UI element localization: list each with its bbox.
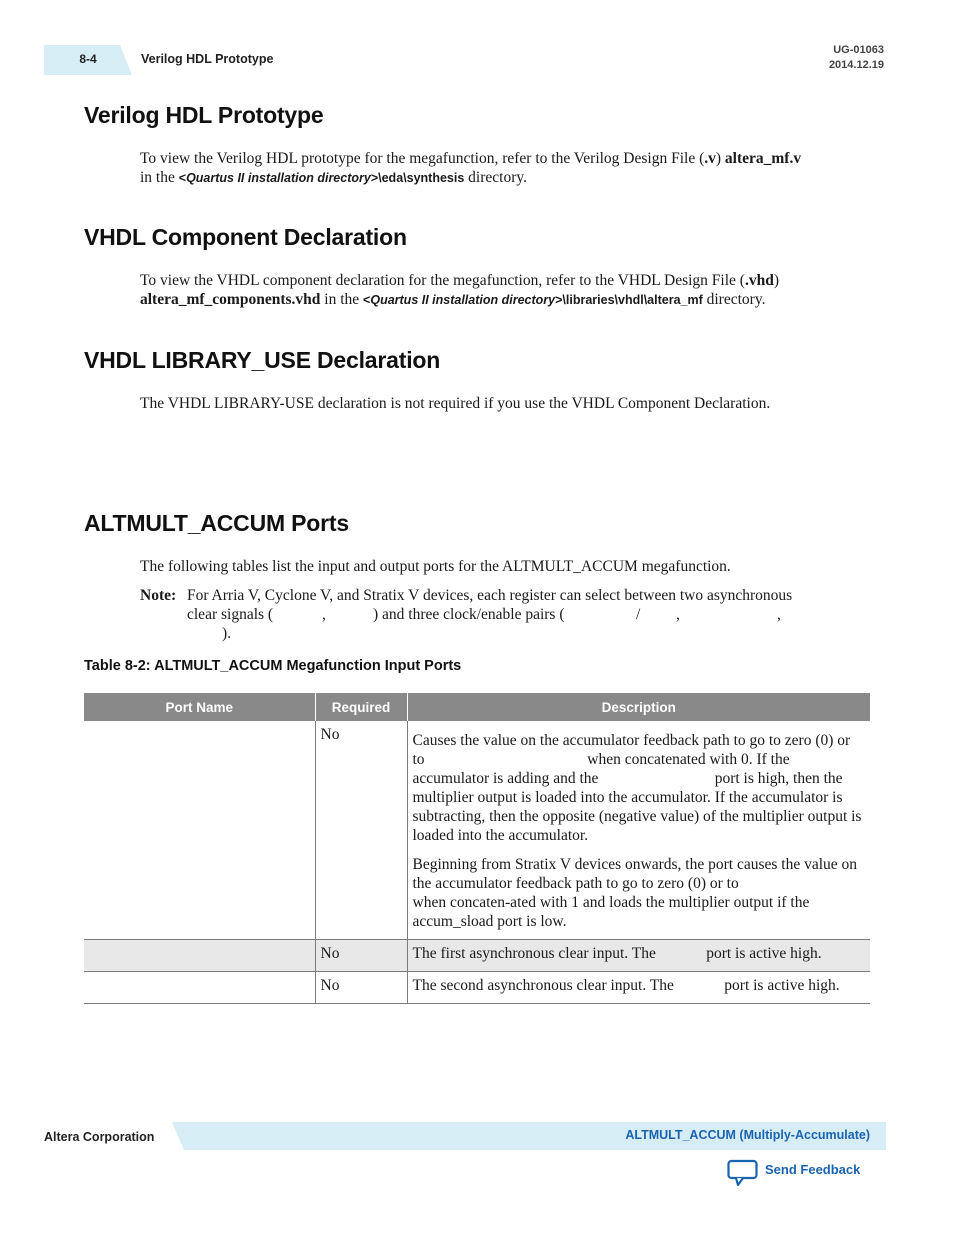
table-header-row [84, 693, 870, 721]
verilog-path: <Quartus II installation directory>\eda\synthesis [178, 171, 465, 185]
page-number-tab [44, 45, 132, 75]
note-text: For Arria V, Cyclone V, and Stratix V devices, each register can select between two asynchronous clear signals ( , ) and three clock/enable pairs ( / , , ). [187, 587, 793, 642]
vhdl-component-paragraph: To view the VHDL component declaration for the megafunction, refer to the VHDL Design File (.vhd) altera_mf_components.vhd in the <Quartus II installation directory>\libraries\vhdl\altera_mf directory. [140, 272, 780, 308]
heading-vhdl-library-use: VHDL LIBRARY_USE Declaration [84, 347, 441, 373]
vhdl-extension: .vhd [744, 272, 774, 289]
heading-vhdl-component: VHDL Component Declaration [84, 224, 407, 250]
port-name-cell [84, 940, 315, 972]
required-cell: No [315, 940, 407, 972]
description-cell: Causes the value on the accumulator feedback path to go to zero (0) or to when concatenated with 0. If the accumulator is adding and the port is high, then the multiplier output is loaded into the accumulator. If the accumulator is subtracting, then the opposite (negative value) of the multiplier output is loaded into the accumulator. Beginning from Stratix V devices onwards, the port causes the value on the accumulator feedback path to go to zero (0) or to when concaten-ated with 1 and loads the multiplier output if the accum_sload port is low. [407, 721, 870, 940]
feedback-speech-bubble-icon [727, 1159, 759, 1187]
document-date: 2014.12.19 [828, 59, 884, 71]
required-cell: No [315, 721, 407, 940]
vhdl-component-file: altera_mf_components.vhd [140, 291, 321, 308]
verilog-extension: .v [704, 150, 716, 167]
verilog-file: altera_mf.v [724, 150, 802, 167]
description-cell: The first asynchronous clear input. The port is active high. [407, 940, 870, 972]
verilog-paragraph: To view the Verilog HDL prototype for the megafunction, refer to the Verilog Design File (.v) altera_mf.v in the <Quartus II installation directory>\eda\synthesis directory. [140, 150, 802, 186]
document-id-block [829, 43, 884, 73]
port-name-cell [84, 721, 315, 940]
required-cell: No [315, 972, 407, 1004]
ports-paragraph: The following tables list the input and output ports for the ALTMULT_ACCUM megafunction. [140, 558, 731, 575]
column-header-description: Description [407, 693, 870, 721]
table-caption: Table 8-2: ALTMULT_ACCUM Megafunction Input Ports [84, 658, 462, 674]
column-header-required: Required [315, 693, 407, 721]
vhdl-component-path: <Quartus II installation directory>\libraries\vhdl\altera_mf [363, 293, 703, 307]
footer-doc-title-link[interactable]: ALTMULT_ACCUM (Multiply-Accumulate) [625, 1128, 870, 1142]
description-cell: The second asynchronous clear input. The port is active high. [407, 972, 870, 1004]
vhdl-library-paragraph: The VHDL LIBRARY-USE declaration is not required if you use the VHDL Component Declaration. [140, 395, 771, 412]
page-number: 8-4 [79, 52, 97, 66]
table-row [84, 940, 870, 972]
port-name-cell [84, 972, 315, 1004]
send-feedback-label: Send Feedback [765, 1162, 861, 1177]
column-header-port-name: Port Name [84, 693, 315, 721]
footer-band [172, 1122, 886, 1150]
table-row [84, 721, 870, 940]
heading-verilog-prototype: Verilog HDL Prototype [84, 102, 324, 128]
footer-company: Altera Corporation [44, 1130, 155, 1144]
note-label: Note: [140, 587, 177, 604]
running-header-section: Verilog HDL Prototype [141, 52, 274, 66]
document-id: UG-01063 [833, 44, 884, 56]
heading-altmult-accum-ports: ALTMULT_ACCUM Ports [84, 510, 349, 536]
table-row [84, 972, 870, 1004]
input-ports-table [84, 693, 898, 1004]
